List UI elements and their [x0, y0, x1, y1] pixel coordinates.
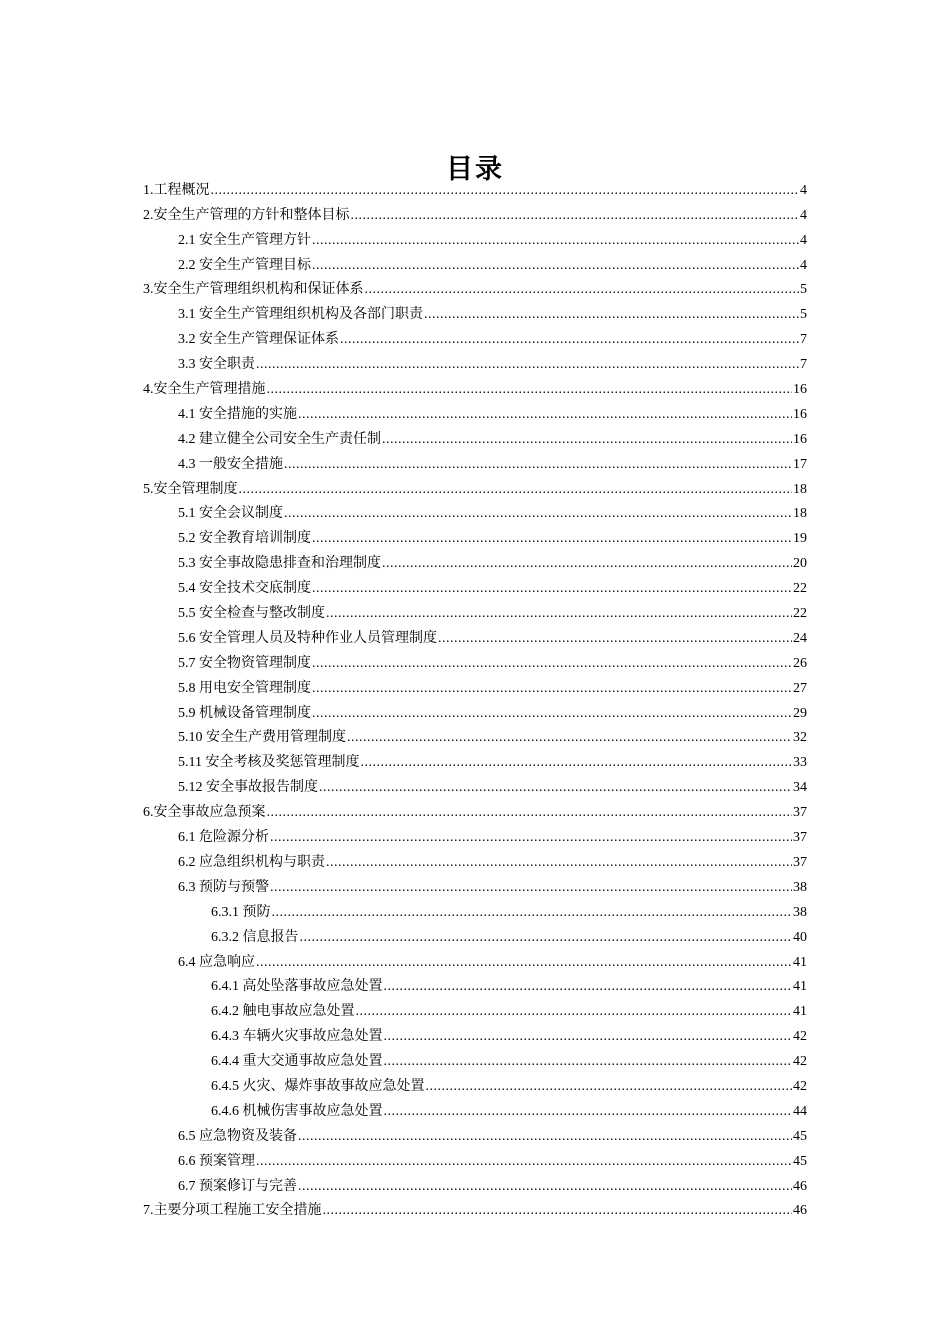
- toc-page-number: 33: [793, 755, 807, 771]
- toc-page-number: 16: [793, 406, 807, 422]
- toc-entry[interactable]: [143, 523, 807, 548]
- toc-entry-title: 4.1 安全措施的实施: [178, 406, 297, 422]
- toc-dot-leader: [211, 182, 800, 200]
- toc-page-number: 4: [800, 232, 807, 248]
- toc-entry-title: 2.1 安全生产管理方针: [178, 232, 311, 248]
- toc-entry-title: 6.4.6 机械伤害事故应急处置: [211, 1103, 383, 1119]
- toc-entry[interactable]: [143, 324, 807, 349]
- toc-entry-title: 5.12 安全事故报告制度: [178, 780, 318, 796]
- toc-entry[interactable]: [143, 548, 807, 573]
- toc-dot-leader: [298, 1128, 792, 1146]
- toc-dot-leader: [312, 530, 792, 548]
- toc-page-number: 37: [793, 805, 807, 821]
- toc-page-number: 27: [793, 680, 807, 696]
- toc-entry[interactable]: [143, 1146, 807, 1171]
- toc-entry-title: 6.5 应急物资及装备: [178, 1128, 297, 1144]
- toc-page-number: 37: [793, 830, 807, 846]
- toc-entry-title: 6.4.4 重大交通事故应急处置: [211, 1054, 383, 1070]
- toc-entry-title: 5.11 安全考核及奖惩管理制度: [178, 755, 360, 771]
- toc-entry-title: 6.3.2 信息报告: [211, 929, 299, 945]
- toc-entry-title: 3.2 安全生产管理保证体系: [178, 332, 339, 348]
- toc-dot-leader: [384, 1103, 793, 1121]
- toc-page-number: 4: [800, 182, 807, 198]
- toc-page-number: 7: [800, 357, 807, 373]
- toc-page-number: 44: [793, 1103, 807, 1119]
- toc-entry-title: 5.6 安全管理人员及特种作业人员管理制度: [178, 630, 437, 646]
- toc-page-number: 41: [793, 979, 807, 995]
- toc-entry-title: 5.8 用电安全管理制度: [178, 680, 311, 696]
- toc-page-number: 45: [793, 1128, 807, 1144]
- toc-entry[interactable]: [143, 1196, 807, 1221]
- toc-entry-title: 6.3.1 预防: [211, 904, 271, 920]
- toc-dot-leader: [424, 306, 799, 324]
- toc-entry[interactable]: [143, 623, 807, 648]
- toc-dot-leader: [256, 1153, 792, 1171]
- toc-page-number: 4: [800, 257, 807, 273]
- toc-entry-title: 6.安全事故应急预案: [143, 805, 266, 821]
- toc-entry[interactable]: [143, 747, 807, 772]
- toc-entry-title: 3.安全生产管理组织机构和保证体系: [143, 282, 364, 298]
- toc-entry[interactable]: [143, 299, 807, 324]
- toc-entry[interactable]: [143, 250, 807, 275]
- toc-entry[interactable]: [143, 474, 807, 499]
- toc-entry[interactable]: [143, 922, 807, 947]
- toc-dot-leader: [382, 431, 792, 449]
- toc-page-number: 24: [793, 630, 807, 646]
- toc-page-number: 46: [793, 1203, 807, 1219]
- toc-page-number: 42: [793, 1054, 807, 1070]
- toc-entry[interactable]: [143, 1121, 807, 1146]
- toc-page-number: 19: [793, 531, 807, 547]
- toc-dot-leader: [256, 356, 799, 374]
- toc-page-number: 32: [793, 730, 807, 746]
- toc-dot-leader: [340, 331, 799, 349]
- toc-entry-title: 4.3 一般安全措施: [178, 456, 283, 472]
- toc-dot-leader: [356, 1003, 793, 1021]
- toc-dot-leader: [298, 406, 792, 424]
- toc-entry[interactable]: [143, 1021, 807, 1046]
- toc-entry-title: 5.9 机械设备管理制度: [178, 705, 311, 721]
- toc-entry-title: 7.主要分项工程施工安全措施: [143, 1203, 322, 1219]
- toc-entry[interactable]: [143, 847, 807, 872]
- toc-dot-leader: [267, 381, 793, 399]
- toc-entry[interactable]: [143, 698, 807, 723]
- toc-entry[interactable]: [143, 424, 807, 449]
- toc-entry-title: 6.2 应急组织机构与职责: [178, 854, 325, 870]
- toc-page-number: 22: [793, 606, 807, 622]
- toc-page-number: 18: [793, 506, 807, 522]
- toc-dot-leader: [351, 207, 800, 225]
- toc-page-number: 26: [793, 655, 807, 671]
- toc-entry[interactable]: [143, 872, 807, 897]
- toc-entry-title: 6.1 危险源分析: [178, 830, 269, 846]
- toc-entry[interactable]: [143, 947, 807, 972]
- toc-page-number: 46: [793, 1178, 807, 1194]
- toc-entry[interactable]: [143, 723, 807, 748]
- toc-page-number: 41: [793, 1004, 807, 1020]
- toc-entry-title: 3.1 安全生产管理组织机构及各部门职责: [178, 307, 423, 323]
- toc-dot-leader: [270, 879, 792, 897]
- toc-dot-leader: [270, 829, 792, 847]
- toc-page-number: 16: [793, 382, 807, 398]
- toc-entry[interactable]: [143, 573, 807, 598]
- toc-page-number: 37: [793, 854, 807, 870]
- toc-dot-leader: [256, 954, 792, 972]
- toc-page-number: 40: [793, 929, 807, 945]
- toc-entry-title: 3.3 安全职责: [178, 357, 255, 373]
- toc-entry-title: 5.4 安全技术交底制度: [178, 581, 311, 597]
- toc-page-number: 41: [793, 954, 807, 970]
- toc-entry[interactable]: [143, 797, 807, 822]
- toc-page-number: 42: [793, 1078, 807, 1094]
- toc-page-number: 34: [793, 780, 807, 796]
- toc-dot-leader: [312, 655, 792, 673]
- toc-dot-leader: [326, 605, 792, 623]
- toc-dot-leader: [300, 929, 793, 947]
- toc-entry-title: 5.10 安全生产费用管理制度: [178, 730, 346, 746]
- toc-entry[interactable]: [143, 349, 807, 374]
- toc-page-number: 29: [793, 705, 807, 721]
- toc-dot-leader: [360, 754, 792, 772]
- toc-entry-title: 6.7 预案修订与完善: [178, 1178, 297, 1194]
- toc-entry-title: 1.工程概况: [143, 182, 210, 198]
- toc-dot-leader: [384, 1028, 793, 1046]
- toc-entry[interactable]: [143, 822, 807, 847]
- toc-entry[interactable]: [143, 1096, 807, 1121]
- toc-entry[interactable]: [143, 996, 807, 1021]
- toc-dot-leader: [239, 481, 793, 499]
- toc-entry-title: 6.3 预防与预警: [178, 879, 269, 895]
- toc-entry-title: 5.5 安全检查与整改制度: [178, 606, 325, 622]
- toc-entry[interactable]: [143, 772, 807, 797]
- toc-page-number: 16: [793, 431, 807, 447]
- toc-entry[interactable]: [143, 175, 807, 200]
- toc-entry-title: 6.6 预案管理: [178, 1153, 255, 1169]
- toc-page-number: 5: [800, 307, 807, 323]
- toc-page-number: 38: [793, 879, 807, 895]
- toc-entry-title: 2.安全生产管理的方针和整体目标: [143, 207, 350, 223]
- page-title: 目录: [446, 154, 504, 185]
- toc-dot-leader: [426, 1078, 793, 1096]
- toc-page-number: 17: [793, 456, 807, 472]
- toc-page-number: 7: [800, 332, 807, 348]
- toc-entry-title: 4.2 建立健全公司安全生产责任制: [178, 431, 381, 447]
- toc-dot-leader: [438, 630, 792, 648]
- toc-dot-leader: [382, 555, 792, 573]
- toc-entry-title: 2.2 安全生产管理目标: [178, 257, 311, 273]
- toc-entry[interactable]: [143, 399, 807, 424]
- toc-entry-title: 6.4.3 车辆火灾事故应急处置: [211, 1029, 383, 1045]
- toc-entry-title: 5.3 安全事故隐患排查和治理制度: [178, 556, 381, 572]
- toc-entry-title: 4.安全生产管理措施: [143, 382, 266, 398]
- toc-dot-leader: [284, 456, 792, 474]
- table-of-contents: [143, 175, 807, 1220]
- toc-dot-leader: [267, 804, 793, 822]
- toc-entry[interactable]: [143, 200, 807, 225]
- toc-entry[interactable]: [143, 275, 807, 300]
- toc-dot-leader: [326, 854, 792, 872]
- toc-entry[interactable]: [143, 648, 807, 673]
- toc-dot-leader: [312, 257, 799, 275]
- toc-dot-leader: [319, 779, 792, 797]
- toc-dot-leader: [384, 978, 793, 996]
- toc-entry-title: 6.4.5 火灾、爆炸事故事故应急处置: [211, 1078, 425, 1094]
- toc-dot-leader: [284, 505, 792, 523]
- toc-dot-leader: [272, 904, 793, 922]
- toc-page-number: 22: [793, 581, 807, 597]
- toc-entry[interactable]: [143, 499, 807, 524]
- toc-entry[interactable]: [143, 1171, 807, 1196]
- toc-entry-title: 5.安全管理制度: [143, 481, 238, 497]
- toc-dot-leader: [347, 729, 792, 747]
- toc-dot-leader: [312, 580, 792, 598]
- toc-page-number: 45: [793, 1153, 807, 1169]
- toc-page-number: 20: [793, 556, 807, 572]
- toc-dot-leader: [312, 232, 799, 250]
- toc-entry[interactable]: [143, 598, 807, 623]
- toc-dot-leader: [312, 705, 792, 723]
- toc-page-number: 5: [800, 282, 807, 298]
- toc-dot-leader: [312, 680, 792, 698]
- toc-dot-leader: [384, 1053, 793, 1071]
- toc-entry[interactable]: [143, 449, 807, 474]
- toc-entry[interactable]: [143, 1046, 807, 1071]
- toc-dot-leader: [323, 1202, 793, 1220]
- toc-entry[interactable]: [143, 897, 807, 922]
- toc-entry[interactable]: [143, 374, 807, 399]
- toc-entry-title: 6.4.2 触电事故应急处置: [211, 1004, 355, 1020]
- toc-entry-title: 6.4.1 高处坠落事故应急处置: [211, 979, 383, 995]
- toc-entry-title: 5.7 安全物资管理制度: [178, 655, 311, 671]
- toc-dot-leader: [365, 281, 800, 299]
- toc-entry[interactable]: [143, 1071, 807, 1096]
- toc-page-number: 42: [793, 1029, 807, 1045]
- toc-entry-title: 5.1 安全会议制度: [178, 506, 283, 522]
- toc-entry[interactable]: [143, 673, 807, 698]
- toc-page-number: 4: [800, 207, 807, 223]
- toc-entry[interactable]: [143, 972, 807, 997]
- toc-dot-leader: [298, 1178, 792, 1196]
- toc-page-number: 18: [793, 481, 807, 497]
- toc-entry-title: 5.2 安全教育培训制度: [178, 531, 311, 547]
- toc-entry[interactable]: [143, 225, 807, 250]
- toc-entry-title: 6.4 应急响应: [178, 954, 255, 970]
- toc-page-number: 38: [793, 904, 807, 920]
